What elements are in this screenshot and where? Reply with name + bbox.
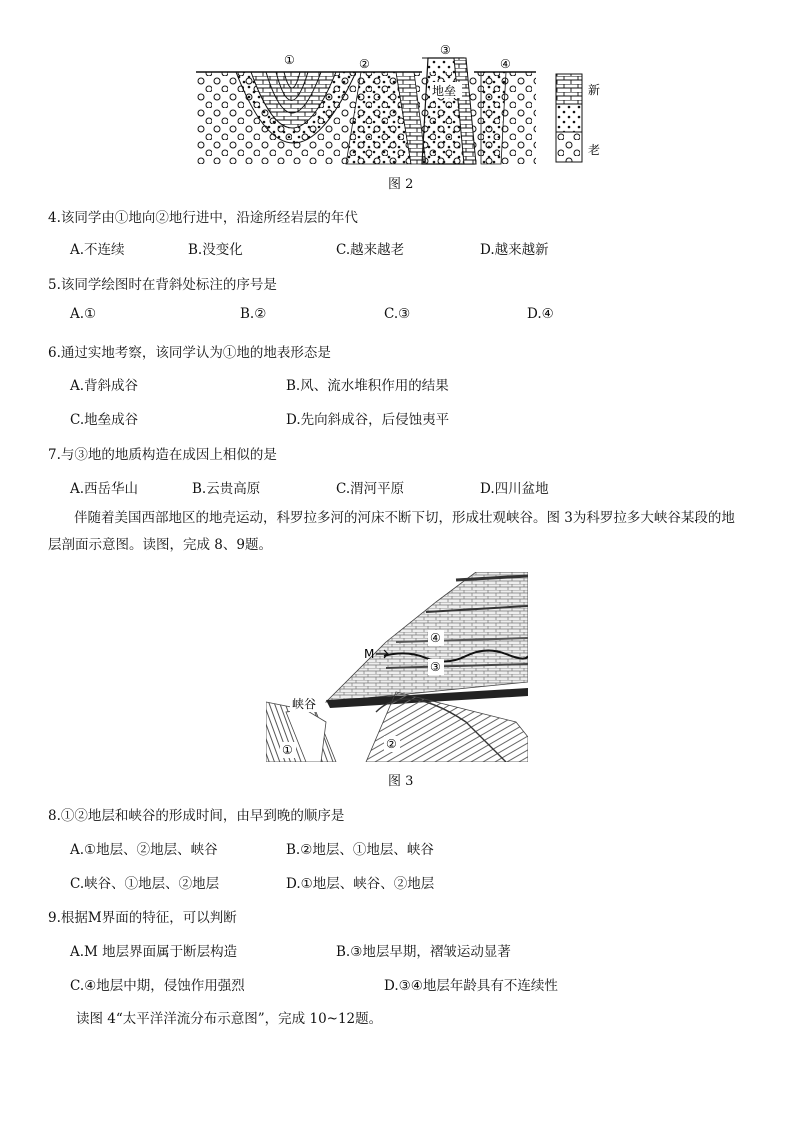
figure-2-cross-section — [196, 44, 616, 169]
question-8-stem: 8.①②地层和峡谷的形成时间，由早到晚的顺序是 — [48, 808, 345, 824]
q5-option-d[interactable]: D.④ — [527, 306, 554, 322]
q8-option-d[interactable]: D.①地层、峡谷、②地层 — [286, 876, 435, 892]
q7-option-b[interactable]: B.云贵高原 — [192, 481, 261, 497]
question-6-stem: 6.通过实地考察，该同学认为①地的地表形态是 — [48, 345, 331, 361]
q5-option-b[interactable]: B.② — [240, 306, 267, 322]
horst-label: 地垒 — [432, 84, 457, 98]
q4-option-d[interactable]: D.越来越新 — [480, 242, 549, 258]
fig3-label-m: M — [364, 647, 375, 661]
q4-option-c[interactable]: C.越来越老 — [336, 242, 405, 258]
question-5-stem: 5.该同学绘图时在背斜处标注的序号是 — [48, 277, 277, 293]
q8-option-c[interactable]: C.峡谷、①地层、②地层 — [70, 876, 220, 892]
q9-option-b[interactable]: B.③地层早期，褶皱运动显著 — [336, 944, 511, 960]
fig3-label-canyon: 峡谷 — [292, 697, 317, 711]
q6-option-c[interactable]: C.地垒成谷 — [70, 412, 139, 428]
fig3-label-3: ③ — [430, 660, 441, 674]
figure-3-caption: 图 3 — [388, 774, 414, 789]
q4-option-a[interactable]: A.不连续 — [70, 242, 125, 258]
legend-new: 新 — [588, 83, 601, 97]
figure-2-caption: 图 2 — [388, 177, 414, 192]
passage-paragraph — [48, 505, 748, 559]
question-9-stem: 9.根据M界面的特征，可以判断 — [48, 910, 237, 926]
q9-option-a[interactable]: A.M 地层界面属于断层构造 — [70, 944, 238, 960]
q6-option-a[interactable]: A.背斜成谷 — [70, 378, 139, 394]
stratum-legend — [556, 74, 600, 162]
q6-option-b[interactable]: B.风、流水堆积作用的结果 — [286, 378, 449, 394]
marker-1: ① — [284, 53, 295, 67]
q5-option-a[interactable]: A.① — [70, 306, 97, 322]
q9-option-c[interactable]: C.④地层中期，侵蚀作用强烈 — [70, 978, 245, 994]
legend-old: 老 — [588, 143, 601, 157]
fig3-label-2: ② — [386, 737, 397, 751]
q7-option-a[interactable]: A.西岳华山 — [70, 481, 139, 497]
closing-instruction: 读图 4“太平洋洋流分布示意图”，完成 10~12题。 — [76, 1011, 383, 1027]
fig3-label-1: ① — [282, 743, 293, 757]
question-7-stem: 7.与③地的地质构造在成因上相似的是 — [48, 447, 277, 463]
marker-2: ② — [359, 57, 370, 71]
q8-option-b[interactable]: B.②地层、①地层、峡谷 — [286, 842, 434, 858]
marker-4: ④ — [500, 57, 511, 71]
passage-line-2: 的地层剖面示意图。读图，完成 8、9题。 — [48, 510, 735, 553]
q6-option-d[interactable]: D.先向斜成谷，后侵蚀夷平 — [286, 412, 450, 428]
question-4-stem: 4.该同学由①地向②地行进中，沿途所经岩层的年代 — [48, 210, 358, 226]
q7-option-d[interactable]: D.四川盆地 — [480, 481, 549, 497]
q8-option-a[interactable]: A.①地层、②地层、峡谷 — [70, 842, 218, 858]
marker-3: ③ — [440, 44, 451, 57]
q9-option-d[interactable]: D.③④地层年龄具有不连续性 — [384, 978, 558, 994]
q4-option-b[interactable]: B.没变化 — [188, 242, 243, 258]
q7-option-c[interactable]: C.渭河平原 — [336, 481, 405, 497]
figure-3-canyon-section — [266, 572, 528, 762]
q5-option-c[interactable]: C.③ — [384, 306, 411, 322]
passage-line-1: 伴随着美国西部地区的地壳运动，科罗拉多河的河床不断下切，形成壮观峡谷。图 3为科罗拉多大峡谷某段 — [74, 510, 708, 526]
fig3-label-4: ④ — [430, 631, 441, 645]
